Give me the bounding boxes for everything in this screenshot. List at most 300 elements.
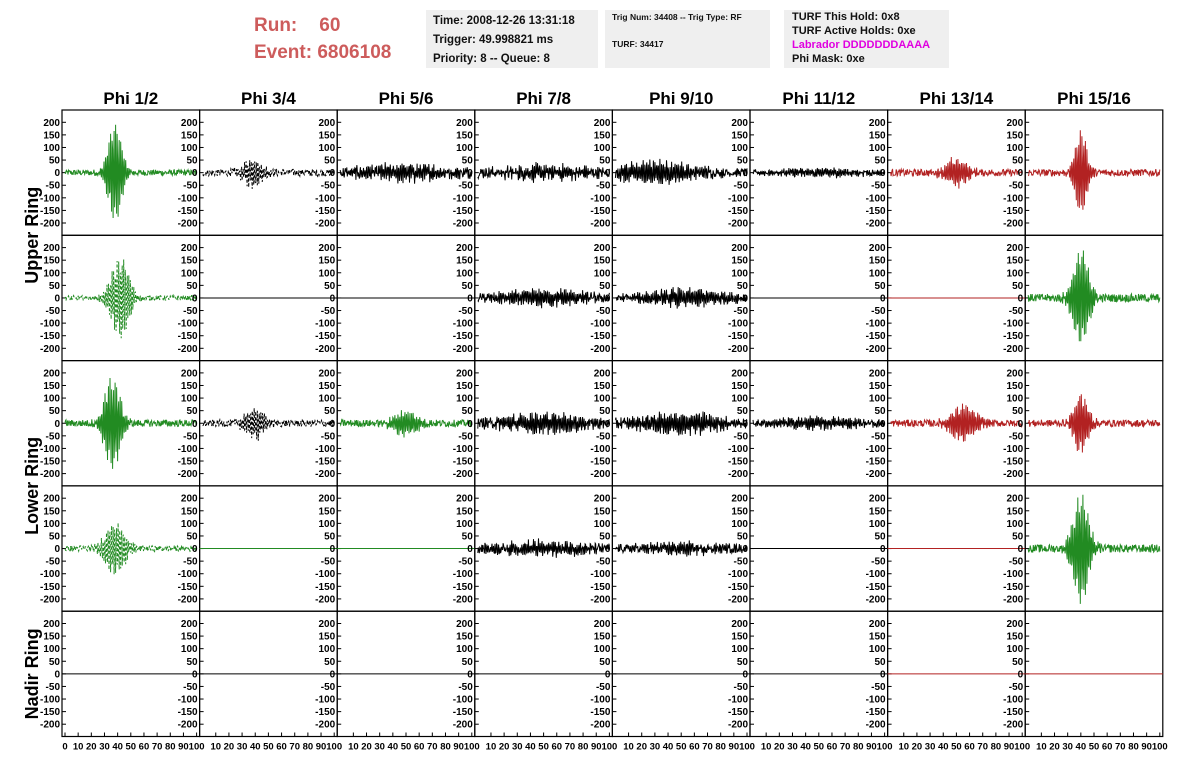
x-tick-label: 100: [601, 741, 618, 753]
x-tick-label: 20: [774, 741, 785, 753]
y-tick-label: -200: [177, 343, 198, 355]
y-tick-label: 200: [731, 368, 748, 380]
x-tick-label: 80: [852, 741, 864, 753]
y-tick-label: 100: [731, 268, 748, 280]
x-tick-label: 80: [164, 741, 176, 753]
x-tick-label: 20: [498, 741, 510, 753]
y-tick-label: 50: [1012, 406, 1024, 418]
y-tick-label: 150: [1006, 130, 1024, 142]
y-tick-label: 200: [1006, 243, 1024, 255]
x-tick-label: 10: [623, 741, 634, 753]
y-tick-label: -150: [865, 205, 886, 217]
y-tick-label: -50: [320, 180, 336, 192]
y-tick-label: 100: [1006, 518, 1024, 530]
y-tick-label: 50: [48, 656, 60, 668]
y-tick-label: 100: [593, 142, 611, 154]
x-tick-label: 60: [276, 741, 287, 753]
y-tick-label: -50: [320, 306, 336, 318]
x-tick-label: 40: [662, 741, 674, 753]
y-tick-label: 0: [1017, 544, 1024, 556]
y-tick-label: 50: [186, 155, 198, 167]
y-tick-label: -200: [1003, 594, 1024, 606]
y-tick-label: -200: [727, 218, 748, 230]
y-tick-label: -150: [315, 581, 336, 593]
y-tick-label: -100: [727, 318, 748, 330]
column-title: Phi 15/16: [1057, 89, 1131, 108]
y-tick-label: 0: [54, 168, 60, 180]
y-tick-label: 200: [43, 368, 60, 380]
y-tick-label: -100: [590, 318, 611, 330]
y-tick-label: 0: [742, 418, 748, 430]
y-tick-label: -200: [39, 594, 60, 606]
y-tick-label: 0: [1017, 669, 1024, 681]
trig-num-text: Trig Num: 34408 -- Trig Type: RF: [612, 12, 742, 22]
y-tick-label: 200: [868, 493, 886, 505]
y-tick-label: -50: [458, 431, 473, 443]
y-tick-label: 0: [329, 544, 336, 556]
x-tick-label: 100: [876, 741, 893, 753]
y-tick-label: -100: [177, 193, 198, 205]
y-tick-label: 0: [467, 669, 473, 681]
y-tick-label: 150: [731, 130, 748, 142]
x-tick-label: 100: [326, 741, 343, 753]
y-tick-label: -50: [183, 431, 198, 443]
y-tick-label: 150: [593, 255, 611, 267]
x-tick-label: 30: [374, 741, 385, 753]
waveform-line: [203, 408, 335, 441]
y-tick-label: 200: [868, 243, 886, 255]
y-tick-label: -100: [315, 569, 336, 581]
waveform-line: [615, 540, 747, 556]
y-tick-label: 0: [192, 293, 198, 305]
y-tick-label: -150: [452, 205, 473, 217]
y-tick-label: -50: [733, 556, 748, 568]
y-tick-label: -100: [727, 443, 748, 455]
y-tick-label: -50: [183, 681, 198, 693]
y-tick-label: -100: [727, 569, 748, 581]
y-tick-label: 150: [318, 506, 336, 518]
y-tick-label: 0: [880, 669, 886, 681]
waveform-line: [891, 157, 1023, 189]
y-tick-label: -150: [177, 456, 198, 468]
y-tick-label: 100: [318, 142, 336, 154]
y-tick-label: 50: [1012, 280, 1024, 292]
y-tick-label: -150: [177, 331, 198, 343]
y-tick-label: -50: [595, 306, 611, 318]
y-tick-label: -50: [458, 681, 473, 693]
y-tick-label: 150: [180, 506, 198, 518]
y-tick-label: 100: [456, 518, 473, 530]
labrador-text: Labrador DDDDDDDAAAA: [792, 39, 931, 51]
y-tick-label: -50: [45, 180, 60, 192]
y-tick-label: 50: [48, 406, 60, 418]
y-tick-label: 150: [731, 506, 748, 518]
y-tick-label: 0: [467, 293, 473, 305]
x-tick-label: 10: [210, 741, 222, 753]
x-tick-label: 90: [1003, 741, 1015, 753]
x-tick-label: 70: [564, 741, 576, 753]
y-tick-label: 200: [868, 368, 886, 380]
y-tick-label: 0: [192, 168, 198, 180]
y-tick-label: -150: [315, 205, 336, 217]
waveform-line: [615, 287, 747, 309]
y-tick-label: 150: [43, 130, 60, 142]
y-tick-label: -50: [183, 556, 198, 568]
y-tick-label: 100: [731, 142, 748, 154]
waveform-line: [478, 288, 610, 308]
y-tick-label: -100: [452, 193, 473, 205]
y-tick-label: -150: [1003, 707, 1024, 719]
y-tick-label: 0: [604, 168, 611, 180]
y-tick-label: 50: [599, 656, 611, 668]
x-tick-label: 50: [125, 741, 137, 753]
y-tick-label: 150: [456, 255, 473, 267]
phi-mask-text: Phi Mask: 0xe: [792, 53, 865, 65]
y-tick-label: 100: [593, 518, 611, 530]
y-tick-label: 0: [192, 669, 198, 681]
y-tick-label: 150: [456, 130, 473, 142]
priority-text: Priority: 8 -- Queue: 8: [433, 53, 550, 65]
y-tick-label: 100: [868, 393, 886, 405]
time-text: Time: 2008-12-26 13:31:18: [433, 15, 575, 27]
turf-active-text: TURF Active Holds: 0xe: [792, 25, 916, 37]
y-tick-label: 100: [868, 142, 886, 154]
y-tick-label: -200: [590, 719, 611, 731]
y-tick-label: -100: [1003, 443, 1024, 455]
y-tick-label: 100: [731, 393, 748, 405]
y-tick-label: -150: [865, 331, 886, 343]
x-tick-label: 100: [1014, 741, 1031, 753]
waveform-line: [478, 412, 610, 435]
y-tick-label: -200: [865, 719, 886, 731]
x-tick-label: 10: [898, 741, 910, 753]
y-tick-label: -100: [39, 193, 60, 205]
y-tick-label: 50: [599, 155, 611, 167]
y-tick-label: 150: [731, 380, 748, 392]
y-tick-label: -200: [315, 343, 336, 355]
y-tick-label: 50: [736, 280, 748, 292]
y-tick-label: 0: [329, 168, 336, 180]
y-tick-label: -150: [315, 331, 336, 343]
y-tick-label: 0: [742, 168, 748, 180]
x-tick-label: 40: [937, 741, 949, 753]
y-tick-label: 50: [1012, 656, 1024, 668]
y-tick-label: -150: [590, 581, 611, 593]
column-title: Phi 11/12: [782, 89, 856, 108]
y-tick-label: 150: [180, 130, 198, 142]
y-tick-label: -150: [39, 456, 60, 468]
x-tick-label: 30: [236, 741, 248, 753]
x-tick-label: 20: [361, 741, 372, 753]
y-tick-label: 150: [180, 631, 198, 643]
y-tick-label: -150: [727, 456, 748, 468]
y-tick-label: -150: [727, 581, 748, 593]
y-tick-label: 50: [186, 531, 198, 543]
y-tick-label: 100: [868, 644, 886, 656]
y-tick-label: 150: [1006, 255, 1024, 267]
y-tick-label: -150: [452, 456, 473, 468]
x-tick-label: 70: [427, 741, 438, 753]
y-tick-label: -50: [1008, 306, 1024, 318]
y-tick-label: 150: [593, 130, 611, 142]
x-tick-label: 70: [289, 741, 301, 753]
y-tick-label: -200: [1003, 343, 1024, 355]
y-tick-label: 200: [593, 117, 611, 129]
y-tick-label: 0: [604, 544, 611, 556]
x-tick-label: 30: [649, 741, 661, 753]
x-tick-label: 20: [86, 741, 97, 753]
y-tick-label: 200: [456, 493, 473, 505]
y-tick-label: 50: [48, 155, 60, 167]
x-tick-label: 40: [387, 741, 399, 753]
y-tick-label: -150: [177, 205, 198, 217]
y-tick-label: 0: [192, 544, 198, 556]
waveform-line: [891, 404, 1023, 442]
x-tick-label: 20: [636, 741, 648, 753]
y-tick-label: 100: [43, 142, 60, 154]
y-tick-label: 0: [880, 544, 886, 556]
column-title: Phi 3/4: [240, 89, 296, 108]
x-tick-label: 20: [911, 741, 923, 753]
x-tick-label: 60: [1101, 741, 1113, 753]
y-tick-label: 100: [456, 268, 473, 280]
y-tick-label: -50: [595, 681, 611, 693]
y-tick-label: 100: [593, 644, 611, 656]
row-label: Lower Ring: [22, 436, 42, 535]
y-tick-label: -200: [727, 343, 748, 355]
y-tick-label: -100: [865, 318, 886, 330]
y-tick-label: -200: [452, 218, 473, 230]
x-tick-label: 80: [715, 741, 726, 753]
y-tick-label: 200: [180, 368, 198, 380]
waveform-line: [478, 538, 610, 557]
y-tick-label: 0: [467, 544, 473, 556]
x-tick-label: 100: [1151, 741, 1168, 753]
y-tick-label: -100: [1003, 694, 1024, 706]
x-tick-label: 80: [1128, 741, 1139, 753]
y-tick-label: -150: [727, 205, 748, 217]
y-tick-label: 100: [456, 644, 473, 656]
y-tick-label: -100: [1003, 193, 1024, 205]
y-tick-label: 200: [318, 368, 336, 380]
y-tick-label: -50: [183, 306, 198, 318]
y-tick-label: 200: [43, 117, 60, 129]
x-tick-label: 30: [924, 741, 936, 753]
y-tick-label: 150: [318, 255, 336, 267]
y-tick-label: -200: [1003, 218, 1024, 230]
y-tick-label: 100: [180, 268, 198, 280]
y-tick-label: 150: [456, 506, 473, 518]
y-tick-label: -150: [452, 707, 473, 719]
y-tick-label: 100: [456, 142, 473, 154]
y-tick-label: -150: [727, 707, 748, 719]
y-tick-label: -150: [1003, 581, 1024, 593]
y-tick-label: -100: [315, 694, 336, 706]
y-tick-label: 200: [456, 117, 473, 129]
y-tick-label: 0: [467, 418, 473, 430]
y-tick-label: -100: [177, 318, 198, 330]
y-tick-label: 150: [593, 506, 611, 518]
y-tick-label: 0: [1017, 293, 1024, 305]
y-tick-label: 150: [731, 631, 748, 643]
y-tick-label: 150: [731, 255, 748, 267]
y-tick-label: 50: [736, 406, 748, 418]
waveform-line: [65, 523, 197, 574]
y-tick-label: 100: [43, 268, 60, 280]
y-tick-label: 200: [318, 618, 336, 630]
y-tick-label: 200: [180, 117, 198, 129]
y-tick-label: -200: [865, 469, 886, 481]
y-tick-label: 0: [880, 418, 886, 430]
row-label: Upper Ring: [22, 186, 42, 284]
event-label: Event:: [254, 42, 313, 63]
y-tick-label: -200: [177, 719, 198, 731]
y-tick-label: 100: [868, 518, 886, 530]
y-tick-label: 50: [736, 656, 748, 668]
y-tick-label: 0: [329, 669, 336, 681]
y-tick-label: 200: [593, 618, 611, 630]
y-tick-label: -200: [177, 594, 198, 606]
y-tick-label: -100: [452, 694, 473, 706]
x-tick-label: 70: [839, 741, 851, 753]
y-tick-label: -50: [1008, 681, 1024, 693]
y-tick-label: 0: [192, 418, 198, 430]
y-tick-label: -100: [590, 193, 611, 205]
y-tick-label: -200: [315, 218, 336, 230]
y-tick-label: 0: [1017, 418, 1024, 430]
x-tick-label: 50: [951, 741, 962, 753]
y-tick-label: 0: [54, 544, 60, 556]
y-tick-label: 50: [324, 656, 336, 668]
y-tick-label: -150: [1003, 456, 1024, 468]
y-tick-label: -100: [590, 694, 611, 706]
column-title: Phi 5/6: [378, 89, 434, 108]
y-tick-label: -150: [590, 456, 611, 468]
waveform-line: [1028, 251, 1160, 342]
y-tick-label: -100: [1003, 318, 1024, 330]
y-tick-label: -100: [315, 443, 336, 455]
x-tick-label: 40: [112, 741, 123, 753]
y-tick-label: -100: [590, 443, 611, 455]
y-tick-label: -200: [39, 719, 60, 731]
y-tick-label: 150: [868, 380, 886, 392]
y-tick-label: 0: [467, 168, 473, 180]
y-tick-label: 200: [731, 117, 748, 129]
y-tick-label: -150: [865, 456, 886, 468]
x-tick-label: 70: [151, 741, 163, 753]
y-tick-label: 150: [43, 380, 60, 392]
y-tick-label: 200: [1006, 618, 1024, 630]
row-label: Nadir Ring: [22, 628, 42, 720]
column-title: Phi 13/14: [919, 89, 994, 108]
y-tick-label: -100: [452, 443, 473, 455]
y-tick-label: 50: [1012, 531, 1024, 543]
y-tick-label: -100: [727, 694, 748, 706]
x-tick-label: 50: [263, 741, 274, 753]
y-tick-label: 100: [1006, 268, 1024, 280]
y-tick-label: 200: [731, 243, 748, 255]
y-tick-label: 200: [868, 618, 886, 630]
y-tick-label: 150: [318, 130, 336, 142]
waveform-line: [340, 162, 472, 184]
y-tick-label: 200: [593, 493, 611, 505]
y-tick-label: -200: [177, 469, 198, 481]
y-tick-label: -200: [1003, 469, 1024, 481]
x-tick-label: 60: [826, 741, 838, 753]
y-tick-label: -150: [727, 331, 748, 343]
run-value: 60: [319, 15, 341, 36]
x-tick-label: 40: [525, 741, 536, 753]
x-tick-label: 90: [315, 741, 327, 753]
y-tick-label: -50: [1008, 431, 1024, 443]
turf-hold-text: TURF This Hold: 0x8: [792, 11, 900, 23]
waveform-line: [753, 416, 885, 432]
y-tick-label: -200: [590, 469, 611, 481]
y-tick-label: 0: [604, 418, 611, 430]
y-tick-label: -50: [320, 556, 336, 568]
x-tick-label: 90: [1141, 741, 1152, 753]
y-tick-label: -100: [1003, 569, 1024, 581]
y-tick-label: 150: [43, 631, 60, 643]
x-tick-label: 90: [178, 741, 189, 753]
y-tick-label: -200: [865, 218, 886, 230]
y-tick-label: 150: [868, 506, 886, 518]
x-tick-label: 60: [689, 741, 700, 753]
y-tick-label: 100: [456, 393, 473, 405]
y-tick-label: 200: [180, 493, 198, 505]
waveform-line: [615, 159, 747, 185]
y-tick-label: 50: [599, 531, 611, 543]
y-tick-label: -150: [1003, 331, 1024, 343]
y-tick-label: 150: [1006, 506, 1024, 518]
waveform-line: [340, 410, 472, 437]
y-tick-label: -150: [865, 581, 886, 593]
y-tick-label: 100: [43, 393, 60, 405]
y-tick-label: -200: [452, 594, 473, 606]
y-tick-label: -150: [590, 331, 611, 343]
x-tick-label: 10: [1036, 741, 1047, 753]
y-tick-label: 200: [1006, 117, 1024, 129]
y-tick-label: 100: [731, 518, 748, 530]
y-tick-label: 50: [324, 406, 336, 418]
x-tick-label: 60: [138, 741, 150, 753]
y-tick-label: -200: [177, 218, 198, 230]
y-tick-label: 50: [324, 155, 336, 167]
y-tick-label: 50: [599, 406, 611, 418]
y-tick-label: -100: [452, 569, 473, 581]
x-tick-label: 60: [964, 741, 975, 753]
y-tick-label: -150: [865, 707, 886, 719]
y-tick-label: 150: [318, 380, 336, 392]
x-tick-label: 70: [977, 741, 989, 753]
x-tick-label: 30: [1062, 741, 1073, 753]
x-tick-label: 90: [728, 741, 740, 753]
y-tick-label: 150: [180, 380, 198, 392]
x-tick-label: 10: [485, 741, 497, 753]
y-tick-label: 150: [43, 506, 60, 518]
y-tick-label: 150: [1006, 380, 1024, 392]
y-tick-label: -150: [1003, 205, 1024, 217]
y-tick-label: -50: [871, 180, 886, 192]
turf-num-text: TURF: 34417: [612, 39, 664, 49]
y-tick-label: -50: [458, 180, 473, 192]
column-title: Phi 9/10: [649, 89, 714, 108]
y-tick-label: 0: [329, 293, 336, 305]
x-tick-label: 100: [739, 741, 755, 753]
y-tick-label: 0: [329, 418, 336, 430]
x-tick-label: 80: [440, 741, 451, 753]
y-tick-label: 0: [604, 669, 611, 681]
